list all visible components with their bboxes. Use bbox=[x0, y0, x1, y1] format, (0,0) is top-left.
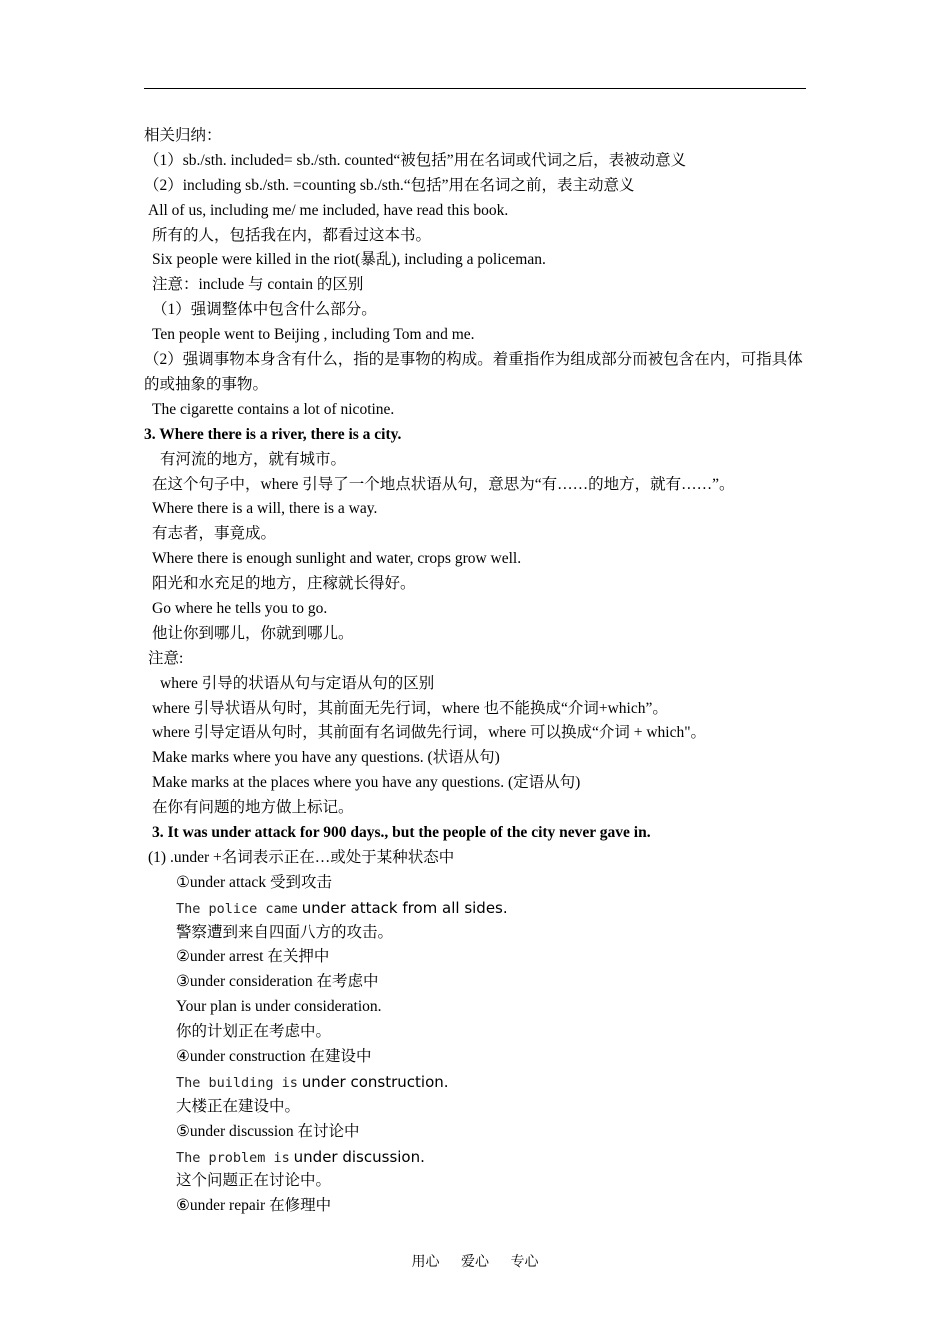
example-sentence: Ten people went to Beijing , including Tom and me. bbox=[152, 326, 475, 344]
text-line: where 引导定语从句时，其前面有名词做先行词，where 可以换成“介词 + which"。 bbox=[152, 724, 707, 742]
phrase-item: ①under attack 受到攻击 bbox=[176, 873, 332, 891]
translation-line: 警察遭到来自四面八方的攻击。 bbox=[176, 923, 394, 941]
text-paragraph: （2）强调事物本身含有什么，指的是事物的构成。着重指作为组成部分而被包含在内，可指具体的或抽象的事物。 bbox=[144, 351, 803, 393]
note-line: 注意: bbox=[148, 649, 184, 667]
phrase-item: ③under consideration 在考虑中 bbox=[176, 973, 379, 991]
example-sentence: Your plan is under consideration. bbox=[176, 998, 382, 1016]
example-sentence: The police came under attack from all sides. bbox=[176, 898, 508, 917]
footer-text: 专心 bbox=[510, 1255, 539, 1270]
text-line: (1) .under +名词表示正在…或处于某种状态中 bbox=[148, 848, 455, 866]
example-sentence: All of us, including me/ me included, have read this book. bbox=[148, 201, 509, 219]
header-rule bbox=[144, 88, 806, 89]
example-sentence: Where there is enough sunlight and water, crops grow well. bbox=[152, 550, 522, 568]
section-heading: 3. Where there is a river, there is a city. bbox=[144, 425, 402, 443]
translation-line: 在你有问题的地方做上标记。 bbox=[152, 799, 354, 817]
text-line: （1）强调整体中包含什么部分。 bbox=[152, 301, 377, 319]
translation-line: 有志者，事竟成。 bbox=[152, 525, 277, 543]
text-line: （2）including sb./sth. =counting sb./sth.“包括”用在名词之前，表主动意义 bbox=[144, 176, 635, 194]
example-sentence: Where there is a will, there is a way. bbox=[152, 500, 378, 518]
example-sentence: The problem is under discussion. bbox=[176, 1147, 425, 1166]
translation-line: 阳光和水充足的地方，庄稼就长得好。 bbox=[152, 575, 416, 593]
document-body bbox=[144, 124, 808, 1219]
example-sentence: Go where he tells you to go. bbox=[152, 599, 328, 617]
text-line: where 引导的状语从句与定语从句的区别 bbox=[160, 674, 435, 692]
section-heading: 3. It was under attack for 900 days., but the people of the city never gave in. bbox=[152, 823, 651, 841]
example-sentence: The building is under construction. bbox=[176, 1072, 449, 1091]
example-sentence: The cigarette contains a lot of nicotine. bbox=[152, 400, 395, 418]
translation-line: 你的计划正在考虑中。 bbox=[176, 1023, 332, 1041]
translation-line: 所有的人，包括我在内，都看过这本书。 bbox=[152, 226, 432, 244]
note-line: 注意：include 与 contain 的区别 bbox=[152, 276, 364, 294]
phrase-item: ⑥under repair 在修理中 bbox=[176, 1197, 332, 1215]
example-sentence: Make marks at the places where you have any questions. (定语从句) bbox=[152, 774, 581, 792]
example-sentence: Six people were killed in the riot(暴乱), including a policeman. bbox=[152, 251, 546, 269]
phrase-item: ②under arrest 在关押中 bbox=[176, 948, 330, 966]
footer-text: 用心 bbox=[411, 1255, 440, 1270]
page-footer bbox=[0, 1251, 950, 1271]
translation-line: 有河流的地方，就有城市。 bbox=[160, 450, 347, 468]
section-heading: 相关归纳： bbox=[144, 127, 222, 144]
phrase-item: ④under construction 在建设中 bbox=[176, 1047, 372, 1065]
example-sentence: Make marks where you have any questions. (状语从句) bbox=[152, 749, 500, 767]
translation-line: 大楼正在建设中。 bbox=[176, 1097, 301, 1115]
text-line: 在这个句子中，where 引导了一个地点状语从句，意思为“有……的地方，就有……”。 bbox=[152, 475, 735, 493]
translation-line: 他让你到哪儿，你就到哪儿。 bbox=[152, 624, 354, 642]
footer-text: 爱心 bbox=[461, 1255, 489, 1270]
phrase-item: ⑤under discussion 在讨论中 bbox=[176, 1122, 360, 1140]
text-line: （1）sb./sth. included= sb./sth. counted“被包括”用在名词或代词之后，表被动意义 bbox=[144, 151, 687, 169]
translation-line: 这个问题正在讨论中。 bbox=[176, 1172, 332, 1190]
text-line: where 引导状语从句时，其前面无先行词，where 也不能换成“介词+which”。 bbox=[152, 699, 668, 717]
